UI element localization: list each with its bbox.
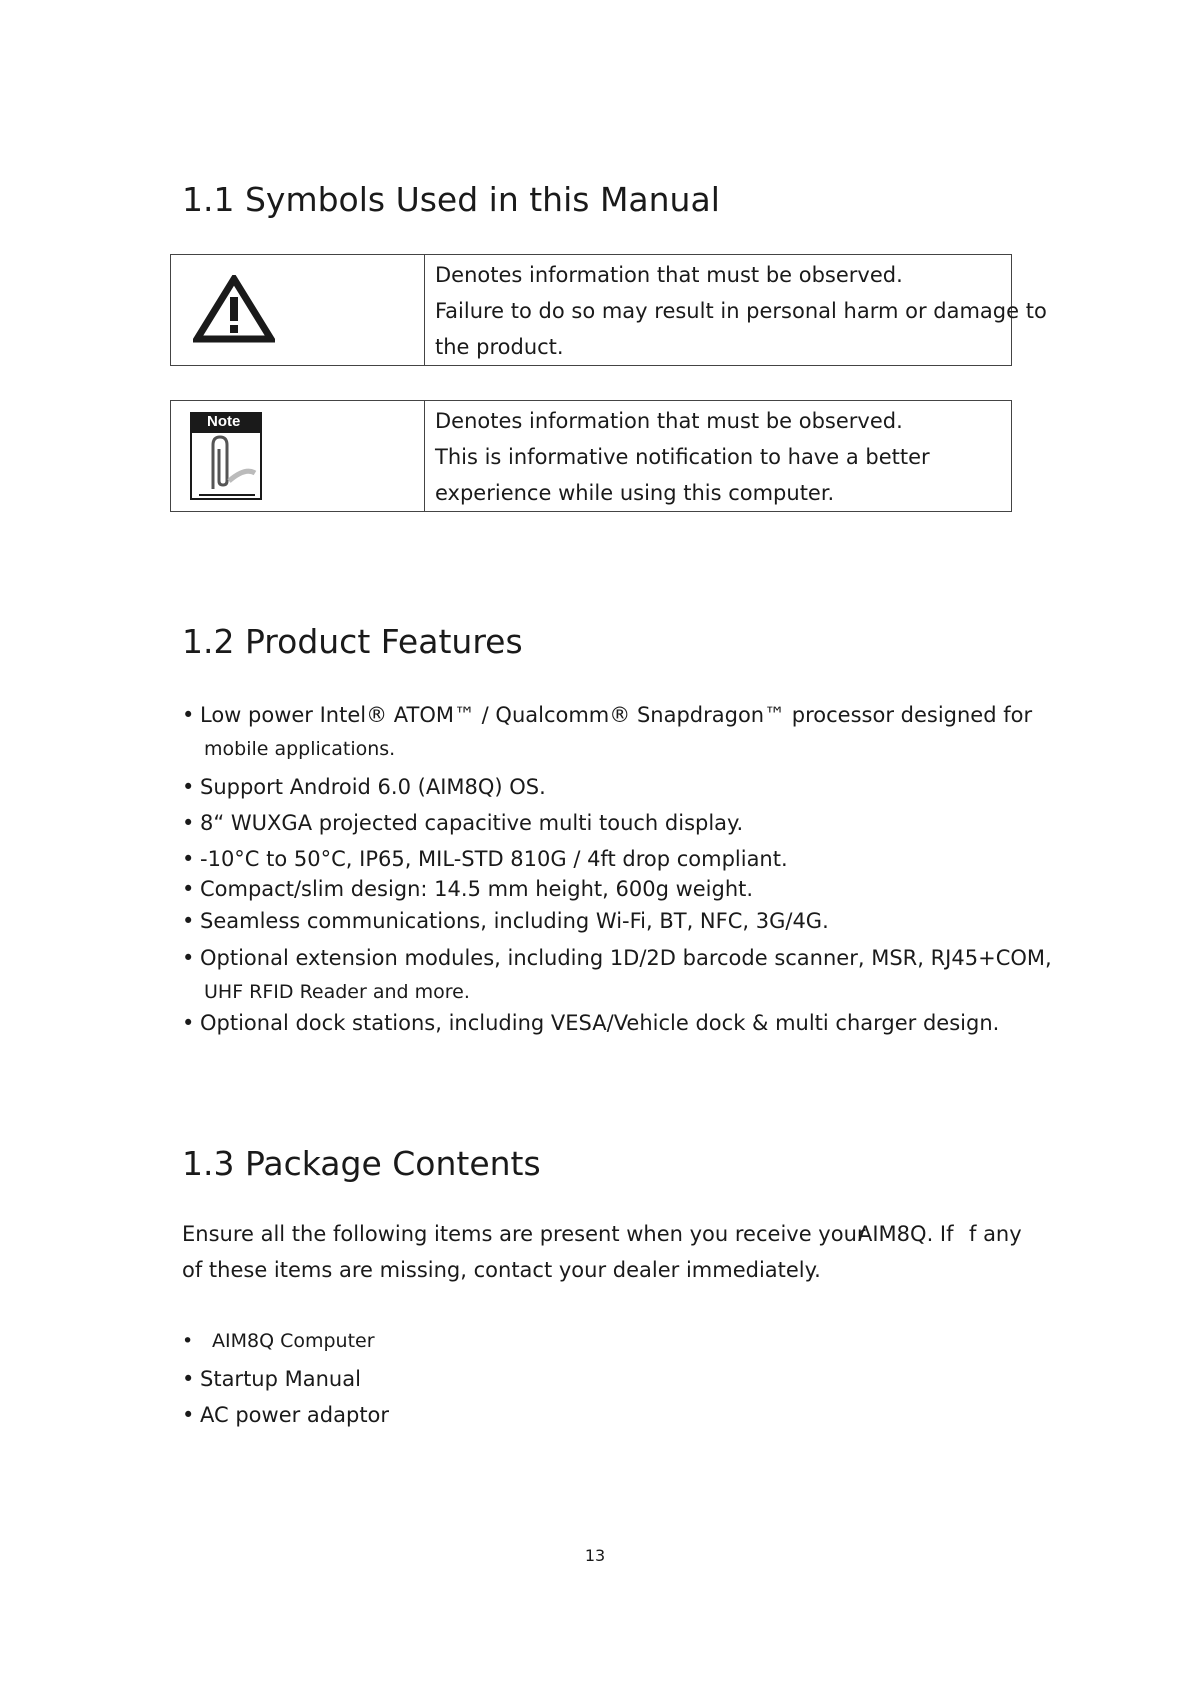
bullet: • [182,811,195,835]
list-item-text: 8“ WUXGA projected capacitive multi touch display. [200,811,744,835]
intro-text: of these items are missing, contact your dealer immediately. [182,1258,821,1282]
list-item-text: Seamless communications, including Wi-Fi, BT, NFC, 3G/4G. [200,909,829,933]
list-item [182,808,743,838]
bullet: • [182,1330,194,1352]
bullet: • [182,847,195,871]
intro-text: AIM8Q. If [858,1222,954,1246]
section-title-features: 1.2 Product Features [182,622,523,661]
list-item [182,844,788,874]
intro-text: Ensure all the following items are present when you receive your [182,1222,866,1246]
list-item-text: UHF RFID Reader and more. [204,981,470,1003]
section-title-package: 1.3 Package Contents [182,1144,541,1183]
list-item [182,1400,389,1430]
list-item-text: mobile applications. [204,738,396,760]
list-item [182,906,829,936]
list-item-text: Compact/slim design: 14.5 mm height, 600g weight. [200,877,754,901]
intro-text: f any [969,1222,1022,1246]
symbol-line: Failure to do so may result in personal harm or damage to [435,299,1047,323]
list-item-text: Optional extension modules, including 1D/2D barcode scanner, MSR, RJ45+COM, [200,946,1052,970]
package-intro-line [182,1216,866,1252]
list-item [182,1326,375,1356]
list-item-text: -10°C to 50°C, IP65, MIL-STD 810G / 4ft drop compliant. [200,847,788,871]
note-icon-label: Note [207,413,241,430]
package-intro-line [969,1216,1022,1252]
bullet: • [182,775,195,799]
symbol-description [425,255,1047,365]
symbol-icon-cell [171,401,425,511]
warning-icon [193,275,275,343]
list-item [182,874,753,904]
symbol-line: Denotes information that must be observed. [435,263,903,287]
list-item [182,772,546,802]
symbol-row-note [170,400,1012,512]
list-item [182,943,1052,973]
bullet: • [182,877,195,901]
package-intro-line [182,1252,821,1288]
bullet: • [182,1403,195,1427]
symbol-description [425,401,1011,511]
list-item [182,1008,999,1038]
symbol-line: This is informative notification to have a better [435,445,930,469]
section-title-symbols: 1.1 Symbols Used in this Manual [182,180,720,219]
page-number: 13 [584,1546,606,1565]
list-item [182,1364,361,1394]
list-item-text: Optional dock stations, including VESA/Vehicle dock & multi charger design. [200,1011,1000,1035]
symbol-icon-cell [171,255,425,365]
bullet: • [182,909,195,933]
bullet: • [182,1367,195,1391]
symbol-line: the product. [435,335,564,359]
bullet: • [182,703,195,727]
package-intro-line [858,1216,954,1252]
symbol-row-warning [170,254,1047,366]
symbol-line: experience while using this computer. [435,481,835,505]
list-item-text: Startup Manual [200,1367,361,1391]
bullet: • [182,1011,195,1035]
list-item-text: AIM8Q Computer [212,1330,375,1352]
list-item [182,700,1032,730]
list-item-text: Support Android 6.0 (AIM8Q) OS. [200,775,546,799]
list-item-text: Low power Intel® ATOM™ / Qualcomm® Snapdragon™ processor designed for [200,703,1033,727]
list-item-text: AC power adaptor [200,1403,390,1427]
bullet: • [182,946,195,970]
symbol-line: Denotes information that must be observed. [435,409,903,433]
